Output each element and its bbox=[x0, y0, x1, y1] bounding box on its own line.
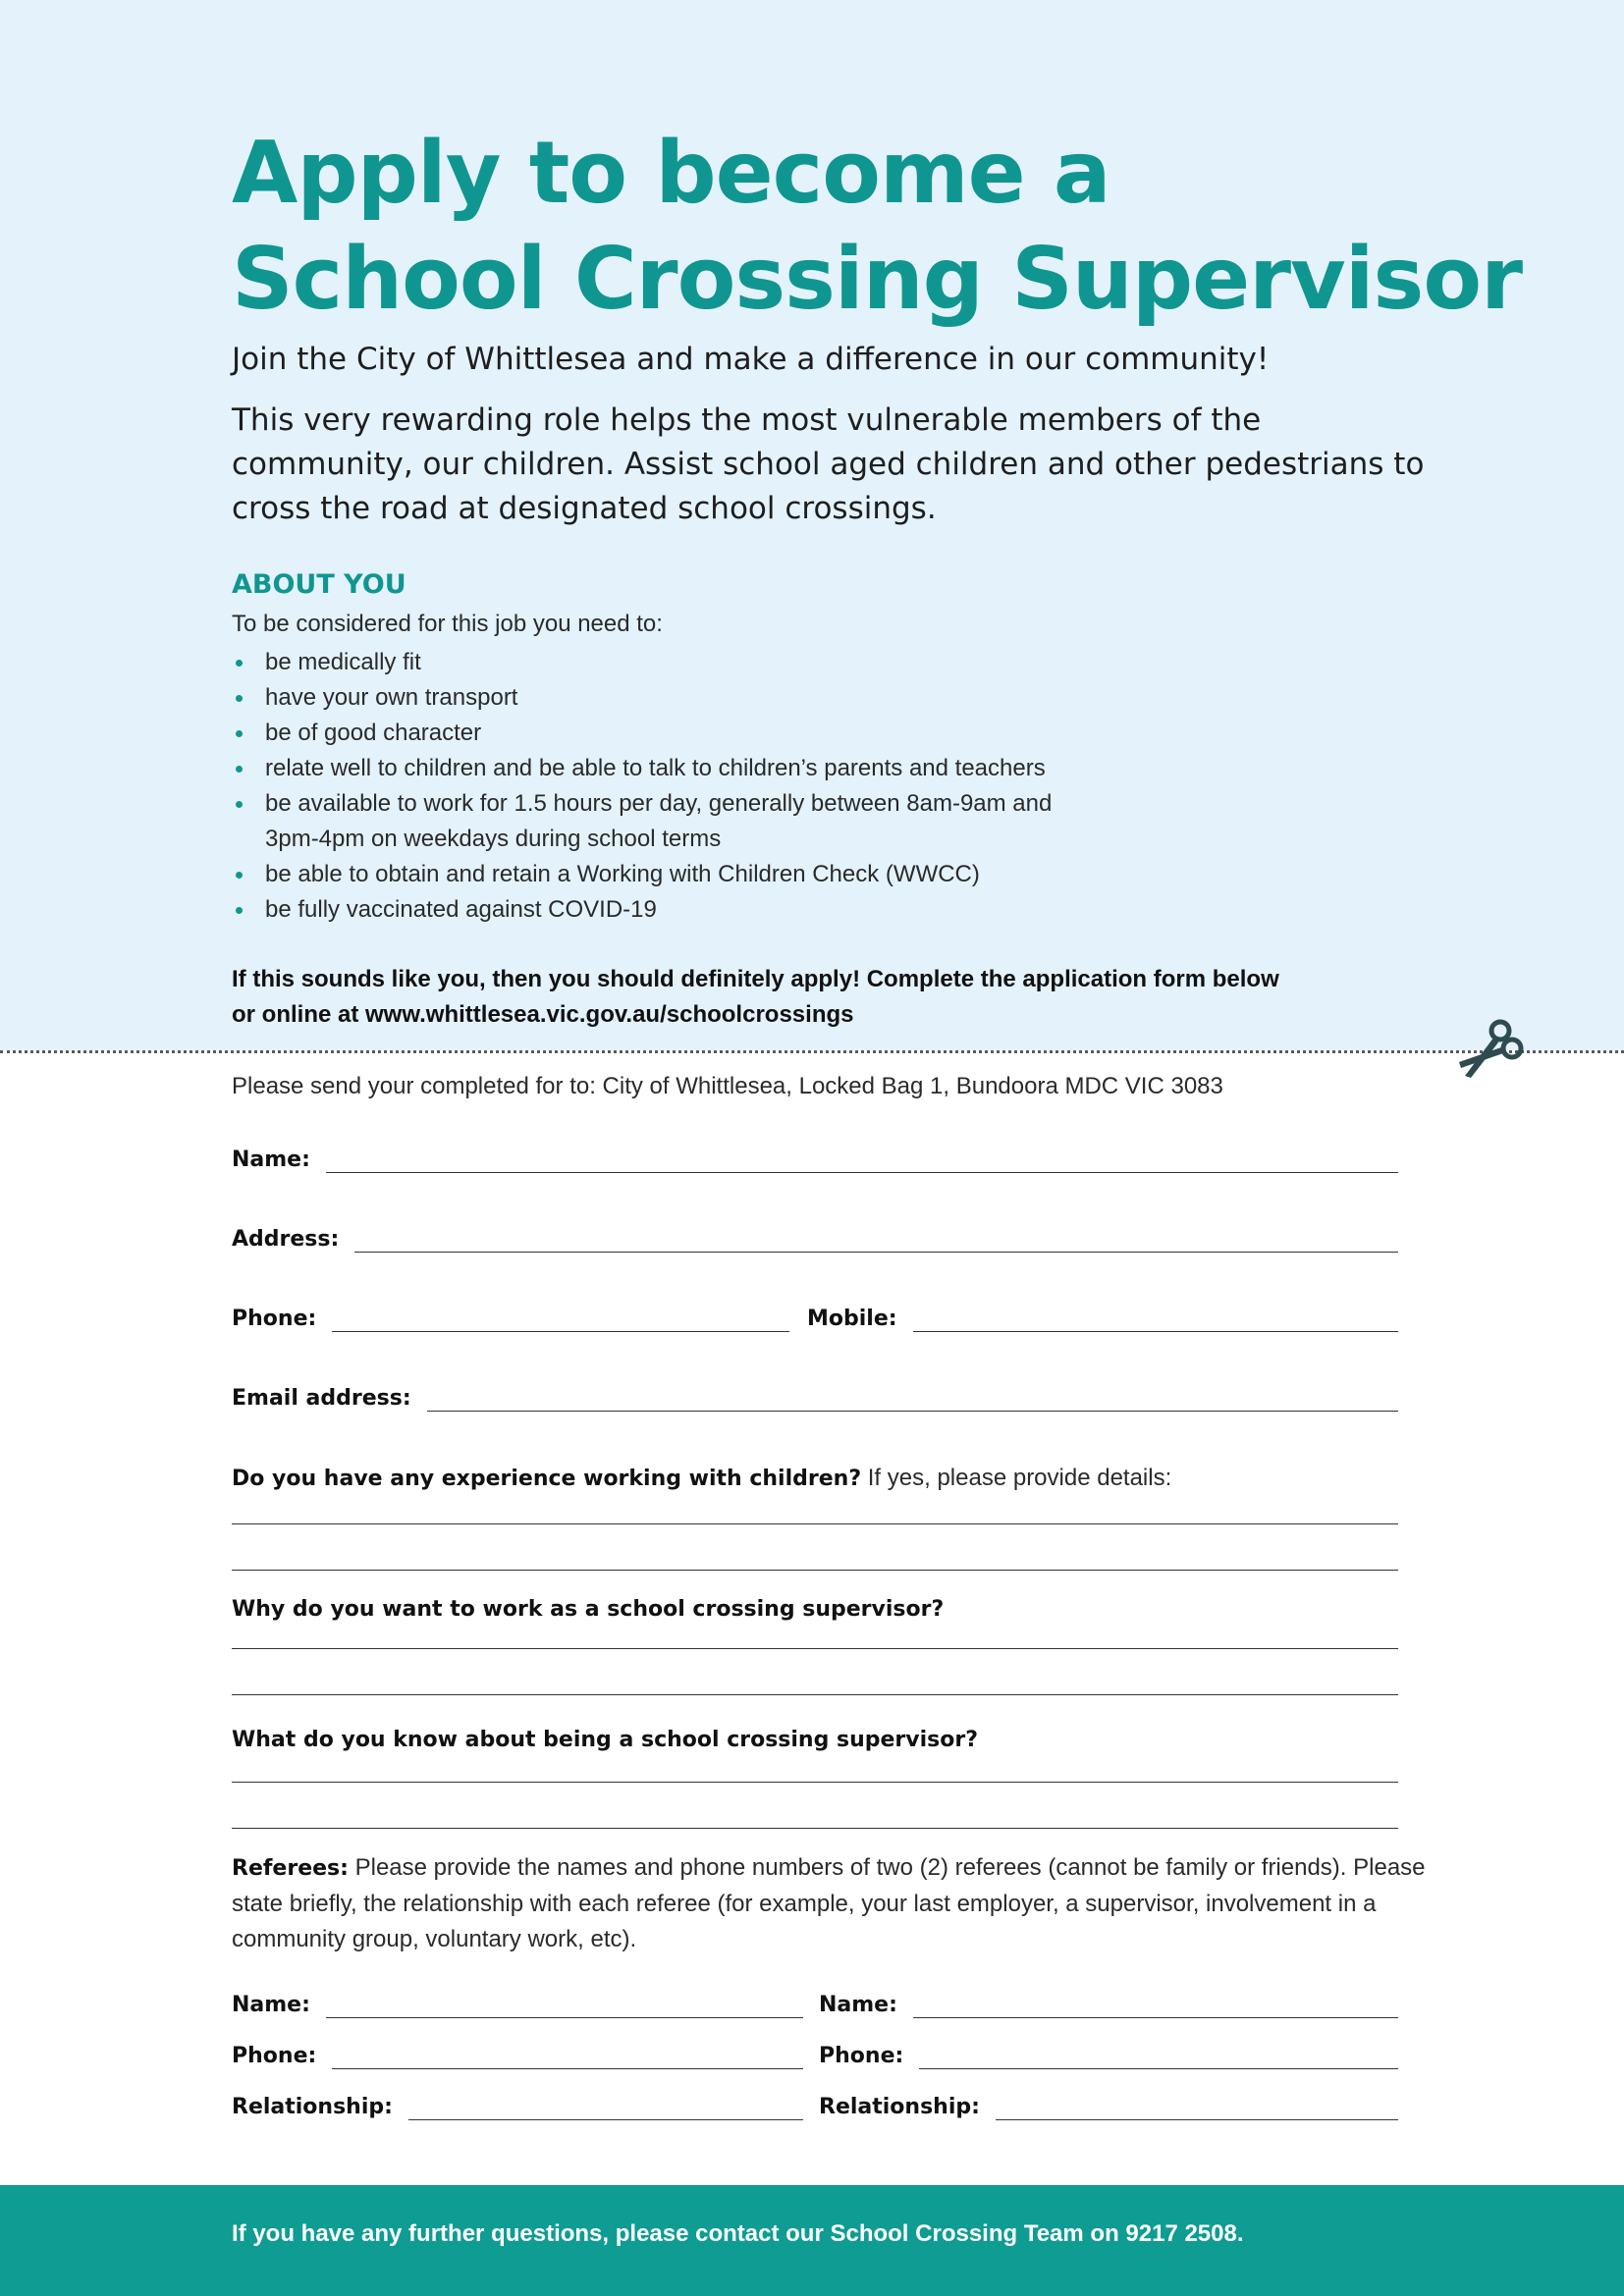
mobile-line[interactable] bbox=[913, 1306, 1398, 1332]
referee2-relationship-field[interactable] bbox=[819, 2094, 1398, 2120]
referee2-relationship-line[interactable] bbox=[996, 2094, 1398, 2120]
question-experience-rest: If yes, please provide details: bbox=[861, 1465, 1172, 1491]
cta-line-2: or online at www.whittlesea.vic.gov.au/schoolcrossings bbox=[232, 1001, 854, 1028]
name-line[interactable] bbox=[326, 1147, 1398, 1173]
answer-line[interactable] bbox=[232, 1523, 1398, 1524]
about-intro: To be considered for this job you need to: bbox=[232, 611, 663, 637]
name-field[interactable] bbox=[232, 1147, 1398, 1173]
email-label: Email address: bbox=[232, 1386, 411, 1411]
list-item: be available to work for 1.5 hours per day, generally between 8am-9am and bbox=[232, 786, 1052, 822]
address-field[interactable] bbox=[232, 1226, 1398, 1253]
referee2-phone-field[interactable] bbox=[819, 2043, 1398, 2069]
referee1-relationship-line[interactable] bbox=[408, 2094, 803, 2120]
answer-line[interactable] bbox=[232, 1570, 1398, 1571]
cta-line-1: If this sounds like you, then you should definitely apply! Complete the application form below bbox=[232, 966, 1279, 992]
answer-line[interactable] bbox=[232, 1828, 1398, 1829]
referee1-name-line[interactable] bbox=[326, 1992, 803, 2018]
answer-line[interactable] bbox=[232, 1648, 1398, 1649]
send-instructions: Please send your completed for to: City of Whittlesea, Locked Bag 1, Bundoora MDC VIC 3083 bbox=[232, 1073, 1223, 1099]
referee2-relationship-label: Relationship: bbox=[819, 2095, 980, 2119]
referees-bold: Referees: bbox=[232, 1856, 349, 1881]
question-knowledge-bold: What do you know about being a school crossing supervisor? bbox=[232, 1728, 978, 1752]
call-to-action bbox=[232, 962, 1279, 1033]
list-item: be medically fit bbox=[232, 645, 1052, 680]
answer-line[interactable] bbox=[232, 1782, 1398, 1783]
title-line-2: School Crossing Supervisor bbox=[232, 229, 1523, 329]
question-knowledge bbox=[232, 1726, 978, 1753]
referee2-name-label: Name: bbox=[819, 1993, 897, 2017]
scissors-icon bbox=[1457, 1017, 1526, 1082]
address-label: Address: bbox=[232, 1227, 340, 1252]
list-item: be fully vaccinated against COVID-19 bbox=[232, 892, 1052, 928]
address-line[interactable] bbox=[354, 1226, 1398, 1253]
list-item-continuation: 3pm-4pm on weekdays during school terms bbox=[265, 826, 722, 852]
list-item: have your own transport bbox=[232, 680, 1052, 716]
question-motivation-bold: Why do you want to work as a school crossing supervisor? bbox=[232, 1597, 945, 1622]
referee1-name-label: Name: bbox=[232, 1993, 310, 2017]
footer-contact: If you have any further questions, please contact our School Crossing Team on 9217 2508. bbox=[232, 2220, 1244, 2247]
answer-line[interactable] bbox=[232, 1694, 1398, 1695]
cut-line bbox=[0, 1050, 1624, 1053]
referees-instructions bbox=[232, 1850, 1430, 1957]
referees-text: Please provide the names and phone numbers of two (2) referees (cannot be family or friends). Please state briefly, the relationship with each referee (for example, your last employer, a supervisor, involvement in a community group, voluntary work, etc). bbox=[232, 1854, 1426, 1952]
referee2-name-line[interactable] bbox=[913, 1992, 1398, 2018]
question-experience-bold: Do you have any experience working with children? bbox=[232, 1467, 862, 1491]
referee1-relationship-field[interactable] bbox=[232, 2094, 803, 2120]
phone-field[interactable] bbox=[232, 1306, 789, 1332]
referee2-name-field[interactable] bbox=[819, 1992, 1398, 2018]
referee2-phone-label: Phone: bbox=[819, 2044, 904, 2068]
referee1-relationship-label: Relationship: bbox=[232, 2095, 393, 2119]
phone-line[interactable] bbox=[332, 1306, 789, 1332]
phone-label: Phone: bbox=[232, 1307, 317, 1331]
email-line[interactable] bbox=[427, 1385, 1398, 1412]
referee1-name-field[interactable] bbox=[232, 1992, 803, 2018]
referee1-phone-label: Phone: bbox=[232, 2044, 317, 2068]
list-item: be of good character bbox=[232, 716, 1052, 751]
mobile-label: Mobile: bbox=[807, 1307, 897, 1331]
list-item: be able to obtain and retain a Working with Children Check (WWCC) bbox=[232, 857, 1052, 892]
referee2-phone-line[interactable] bbox=[919, 2043, 1398, 2069]
referee1-phone-field[interactable] bbox=[232, 2043, 803, 2069]
title-line-1: Apply to become a bbox=[232, 123, 1110, 223]
footer-bar bbox=[0, 2185, 1624, 2296]
intro-text: This very rewarding role helps the most vulnerable members of the community, our children. Assist school aged children and other pedestrians to cross the road at designated school crossings. bbox=[232, 402, 1425, 526]
lead-text: Join the City of Whittlesea and make a difference in our community! bbox=[232, 342, 1270, 377]
mobile-field[interactable] bbox=[807, 1306, 1398, 1332]
question-motivation bbox=[232, 1595, 944, 1623]
list-item: relate well to children and be able to talk to children’s parents and teachers bbox=[232, 751, 1052, 786]
email-field[interactable] bbox=[232, 1385, 1398, 1412]
page-title bbox=[232, 120, 1522, 332]
question-experience bbox=[232, 1465, 1171, 1492]
about-heading: ABOUT YOU bbox=[232, 569, 406, 600]
requirements-list bbox=[232, 645, 1052, 928]
name-label: Name: bbox=[232, 1148, 310, 1172]
referee1-phone-line[interactable] bbox=[332, 2043, 803, 2069]
